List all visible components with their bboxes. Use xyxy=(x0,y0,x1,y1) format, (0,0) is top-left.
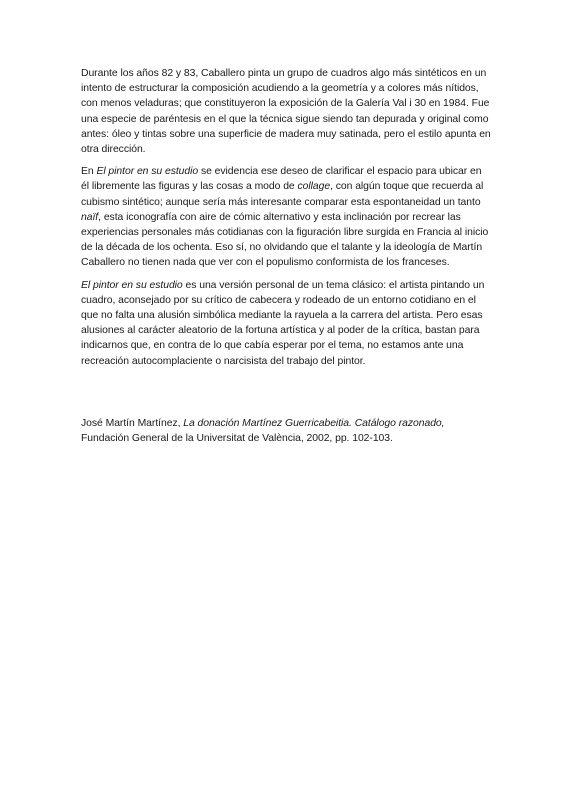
paragraph-3 xyxy=(81,278,491,369)
citation xyxy=(81,416,491,453)
artwork-title: El pintor en su estudio xyxy=(81,279,183,291)
italic-term-naif: naïf xyxy=(81,211,99,223)
paragraph-2-text: se evidencia ese deseo de clarificar el espacio para ubicar en él libremente las figuras y las cosas a modo de xyxy=(81,166,482,193)
paragraph-1 xyxy=(81,66,491,157)
paragraph-2-text: , esta iconografía con aire de cómic alternativo y esta inclinación por recrear las experiencias personales más cotidianas con la figuración libre surgida en Francia al inicio de la década de los ochenta. Eso sí, no olvidando que el talante y la ideología de Martín Caballero no tienen nada que ver con el populismo conformista de los franceses. xyxy=(81,211,489,269)
paragraph-3-text: es una versión personal de un tema clásico: el artista pintando un cuadro, aconsejado por su crítico de cabecera y rodeado de un entorno cotidiano en el que no falta una alusión simbólica mediante la rayuela a la carrera del artista. Pero esas alusiones al carácter aleatorio de la fortuna artística y al poder de la crítica, bastan para indicarnos que, en contra de lo que cabía esperar por el tema, no estamos ante una recreación autocomplaciente o narcisista del trabajo del pintor. xyxy=(81,279,485,367)
paragraph-2 xyxy=(81,164,491,270)
italic-term-collage: collage xyxy=(297,181,331,193)
artwork-title: El pintor en su estudio xyxy=(96,166,199,178)
body-text xyxy=(81,66,491,376)
citation-publisher: Fundación General de la Universitat de València, 2002, pp. 102-103. xyxy=(81,433,393,445)
citation-author: José Martín Martínez, xyxy=(81,418,184,429)
paragraph-2-text: , con algún toque que recuerda al cubismo sintético; aunque sería más interesante comparar esta espontaneidad un tanto xyxy=(81,181,484,208)
paragraph-1-text: Durante los años 82 y 83, Caballero pinta un grupo de cuadros algo más sintéticos en un intento de estructurar la composición acudiendo a la geometría y a colores más nítidos, con menos veladuras; que constituyeron la exposición de la Galería Val i 30 en 1984. Fue una especie de paréntesis en el que la técnica sigue siendo tan depurada y original como antes: óleo y tintas sobre una superficie de madera muy satinada, pero el estilo apunta en otra dirección. xyxy=(81,68,491,156)
paragraph-2-text: En xyxy=(81,166,97,178)
citation-book-title: La donación Martínez Guerricabeitia. Catálogo razonado, xyxy=(183,418,445,429)
citation-paragraph xyxy=(81,416,491,446)
